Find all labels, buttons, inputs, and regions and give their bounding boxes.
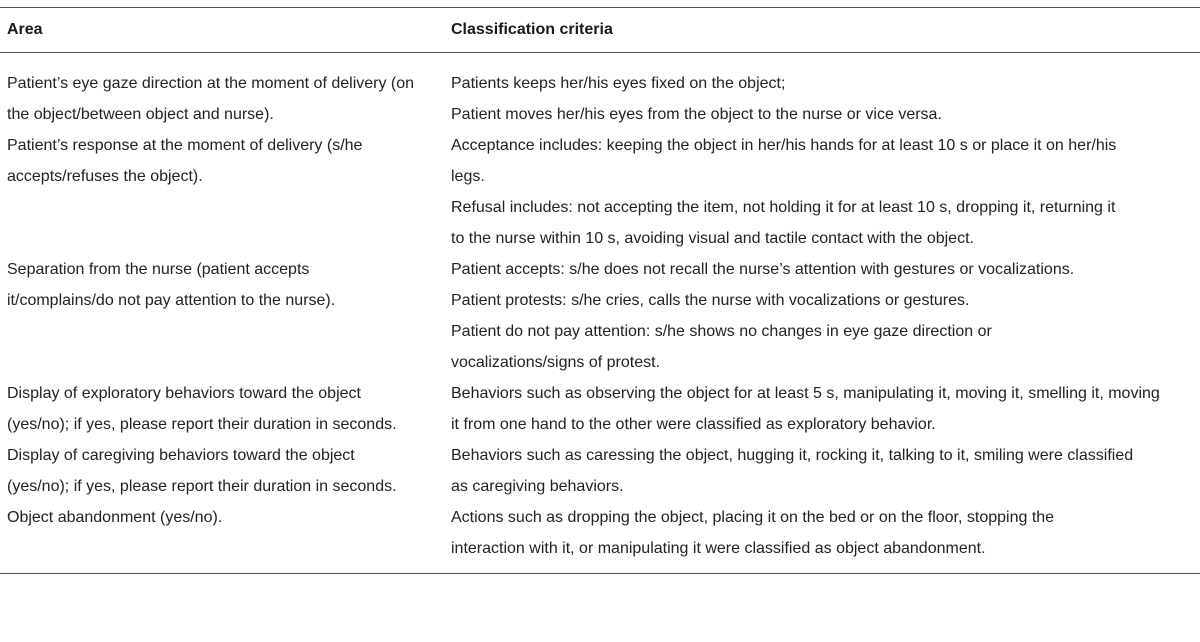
table-row	[0, 440, 1200, 502]
header-criteria: Classification criteria	[451, 21, 613, 38]
criteria-item: Refusal includes: not accepting the item, not holding it for at least 10 s, dropping it, returning it to the nurse within 10 s, avoiding visual and tactile contact with the object.	[451, 199, 1116, 247]
criteria-item: Patients keeps her/his eyes fixed on the object;	[451, 75, 786, 92]
bottom-rule	[0, 573, 1200, 574]
area-cell: Display of caregiving behaviors toward the object (yes/no); if yes, please report their duration in seconds.	[7, 447, 397, 495]
criteria-item: Actions such as dropping the object, placing it on the bed or on the floor, stopping the interaction with it, or manipulating it were classified as object abandonment.	[451, 509, 1055, 557]
table-body	[0, 53, 1200, 573]
classification-table	[0, 7, 1200, 574]
area-cell: Object abandonment (yes/no).	[7, 509, 223, 526]
table-row	[0, 378, 1200, 440]
criteria-item: Behaviors such as observing the object for at least 5 s, manipulating it, moving it, smelling it, moving it from one hand to the other were classified as exploratory behavior.	[451, 385, 1160, 433]
criteria-item: Patient moves her/his eyes from the object to the nurse or vice versa.	[451, 106, 942, 123]
area-cell: Separation from the nurse (patient accepts it/complains/do not pay attention to the nurse).	[7, 261, 336, 309]
table-row	[0, 502, 1200, 564]
criteria-item: Patient do not pay attention: s/he shows no changes in eye gaze direction or vocalizations/signs of protest.	[451, 323, 992, 371]
criteria-item: Patient accepts: s/he does not recall the nurse’s attention with gestures or vocalizations.	[451, 261, 1075, 278]
table-header	[0, 8, 1200, 52]
header-area: Area	[7, 21, 43, 38]
criteria-item: Patient protests: s/he cries, calls the nurse with vocalizations or gestures.	[451, 292, 970, 309]
area-cell: Patient’s response at the moment of delivery (s/he accepts/refuses the object).	[7, 137, 363, 185]
table-row	[0, 130, 1200, 254]
criteria-item: Behaviors such as caressing the object, hugging it, rocking it, talking to it, smiling were classified as caregiving behaviors.	[451, 447, 1134, 495]
area-cell: Display of exploratory behaviors toward the object (yes/no); if yes, please report their duration in seconds.	[7, 385, 397, 433]
table-row	[0, 68, 1200, 130]
area-cell: Patient’s eye gaze direction at the moment of delivery (on the object/between object and nurse).	[7, 75, 415, 123]
table-row	[0, 254, 1200, 378]
criteria-item: Acceptance includes: keeping the object in her/his hands for at least 10 s or place it on her/his legs.	[451, 137, 1117, 185]
